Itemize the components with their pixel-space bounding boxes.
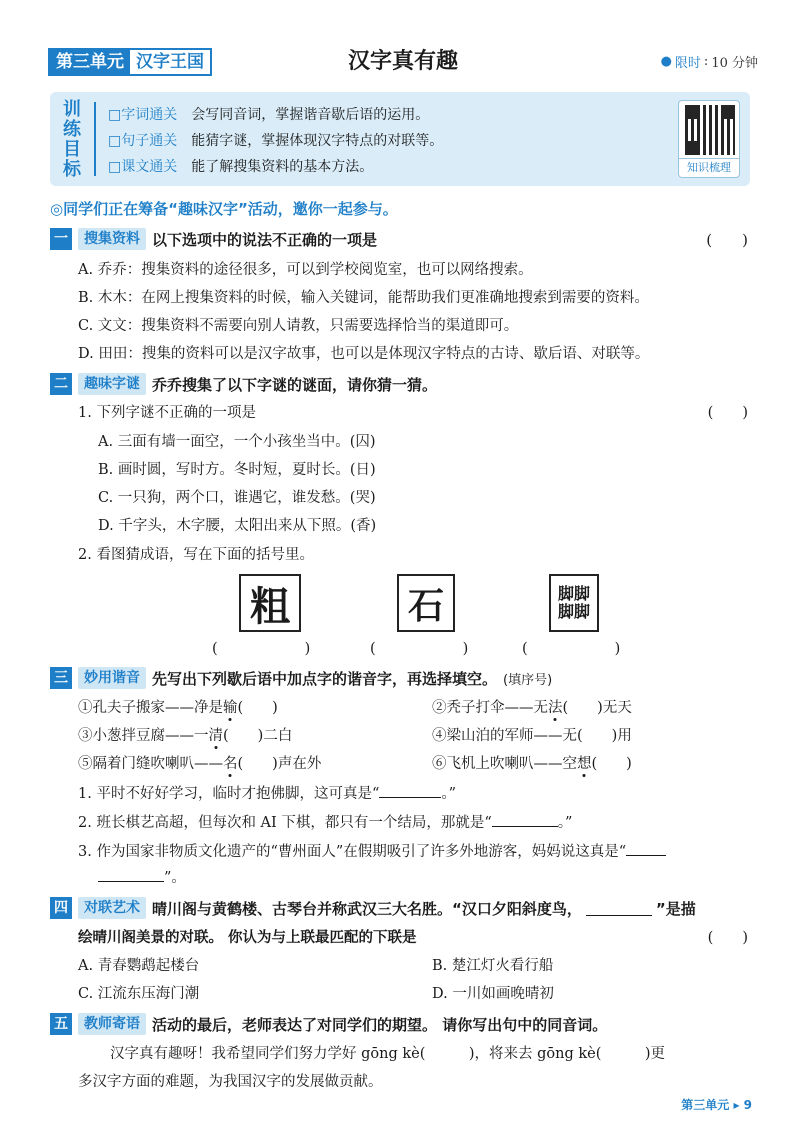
time-limit-value: 10 分钟 — [711, 56, 758, 71]
section-tag: 妙用谐音 — [78, 667, 146, 689]
proverb-blank[interactable]: ( )声在外 — [237, 756, 322, 772]
question-1: 1. 下列字谜不正确的一项是 — [78, 405, 256, 421]
section-number: 三 — [50, 667, 72, 689]
option-c: C. 文文：搜集资料不需要向别人请教，只需要选择恰当的渠道即可。 — [78, 318, 519, 334]
option-d: D. 千字头，木字腰，太阳出来从下照。(香) — [98, 518, 377, 534]
dotted-char: 输 — [223, 700, 238, 716]
proverb-text: ④梁山泊的军师——无 — [432, 728, 577, 744]
goal-checkbox-label[interactable]: □句子通关 — [108, 133, 178, 149]
page-footer: 第三单元 ▸ 9 — [681, 1098, 752, 1112]
fill-text: 。” — [557, 815, 573, 831]
section-number: 五 — [50, 1013, 72, 1035]
section-question-end: ”是描 — [655, 899, 696, 918]
unit-number: 第三单元 — [50, 50, 130, 74]
option-a: A. 乔乔：搜集资料的途径很多，可以到学校阅览室，也可以网络搜索。 — [78, 262, 533, 278]
dotted-char: 名 — [223, 756, 238, 772]
question-2: 2. 看图猜成语，写在下面的括号里。 — [78, 547, 314, 563]
option-d: D. 田田：搜集的资料可以是汉字故事，也可以是体现汉字特点的古诗、歇后语、对联等。 — [78, 346, 650, 362]
section-4-header — [50, 897, 750, 919]
section-question: 晴川阁与黄鹤楼、古琴台并称武汉三大名胜。“汉口夕阳斜度鸟， — [152, 899, 582, 918]
section-1-header — [50, 228, 750, 250]
goal-checkbox-label[interactable]: □课文通关 — [108, 159, 178, 175]
section-question: 活动的最后，老师表达了对同学们的期望。 请你写出句中的同音词。 — [152, 1015, 608, 1034]
option-c: C. 一只狗，两个口，谁遇它，谁发愁。(哭) — [98, 490, 376, 506]
fill-text: ”。 — [164, 870, 186, 886]
fill-blank[interactable] — [492, 811, 558, 827]
answer-paren-1[interactable]: ( ) — [212, 641, 311, 657]
proverb-text: ①孔夫子搬家——净是 — [78, 700, 223, 716]
proverb-blank[interactable]: ( ) — [237, 700, 278, 716]
time-limit-separator: : — [703, 54, 709, 69]
dotted-char: 想 — [577, 756, 592, 772]
section-tag: 趣味字谜 — [78, 373, 146, 395]
idiom-picture-2 — [397, 574, 455, 632]
fill-blank[interactable] — [379, 782, 441, 798]
option-d: D. 一川如画晚晴初 — [432, 986, 554, 1002]
goal-row — [108, 154, 443, 180]
option-b: B. 画时圆，写时方。冬时短，夏时长。(日) — [98, 462, 376, 478]
proverb-item-4 — [432, 725, 632, 747]
fill-text: 2. 班长棋艺高超，但每次和 AI 下棋，都只有一个结局，那就是“ — [78, 815, 492, 831]
fill-blank[interactable] — [626, 840, 666, 856]
section-question: 先写出下列歇后语中加点字的谐音字，再选择填空。 — [152, 669, 498, 688]
couplet-blank[interactable] — [586, 900, 652, 916]
goal-text: 能了解搜集资料的基本方法。 — [191, 159, 374, 175]
section-tag: 搜集资料 — [78, 228, 146, 250]
option-b: B. 楚江灯火看行船 — [432, 958, 554, 974]
fill-blank[interactable] — [98, 866, 164, 882]
idiom-picture-1-char: 粗 — [250, 583, 290, 630]
teacher-message-line-2: 多汉字方面的难题，为我国汉字的发展做贡献。 — [78, 1074, 383, 1090]
fill-question-2 — [78, 811, 572, 834]
section-tag: 教师寄语 — [78, 1013, 146, 1035]
section-2-header — [50, 373, 750, 395]
proverb-item-6 — [432, 753, 632, 775]
proverb-text: ⑤隔着门缝吹喇叭—— — [78, 756, 223, 772]
answer-paren[interactable]: ( ) — [707, 405, 748, 421]
section-4-line-2: 绘晴川阁美景的对联。 你认为与上联最匹配的下联是 — [78, 930, 417, 946]
section-number: 四 — [50, 897, 72, 919]
qr-label: 知识梳理 — [679, 158, 739, 175]
goals-side-title: 训练目标 — [63, 99, 81, 180]
option-c: C. 江流东压海门潮 — [78, 986, 200, 1002]
dotted-char: 法 — [548, 700, 563, 716]
goal-text: 能猜字谜，掌握体现汉字特点的对联等。 — [191, 133, 444, 149]
option-a: A. 三面有墙一面空，一个小孩坐当中。(囚) — [98, 434, 376, 450]
option-a: A. 青春鹦鹉起楼台 — [78, 958, 200, 974]
section-question: 以下选项中的说法不正确的一项是 — [152, 230, 378, 249]
proverb-blank[interactable]: ( )无天 — [562, 700, 632, 716]
section-3-header — [50, 667, 750, 689]
section-5-header — [50, 1013, 750, 1035]
option-b: B. 木木：在网上搜集资料的时候，输入关键词，能帮助我们更准确地搜索到需要的资料。 — [78, 290, 649, 306]
droplet-icon: ● — [660, 54, 672, 69]
section-number: 二 — [50, 373, 72, 395]
section-number: 一 — [50, 228, 72, 250]
fill-text: 1. 平时不好好学习，临时才抱佛脚，这可真是“ — [78, 786, 380, 802]
activity-intro: ◎同学们正在筹备“趣味汉字”活动，邀你一起参与。 — [50, 200, 398, 218]
proverb-text: ⑥飞机上吹喇叭——空 — [432, 756, 577, 772]
fill-text: 3. 作为国家非物质文化遗产的“曹州面人”在假期吸引了许多外地游客，妈妈说这真是“ — [78, 844, 627, 860]
answer-paren[interactable]: ( ) — [707, 930, 748, 946]
goal-row — [108, 102, 443, 128]
page-title: 汉字真有趣 — [347, 49, 458, 74]
idiom-picture-3 — [549, 574, 599, 632]
proverb-item-1 — [78, 697, 278, 719]
goal-row — [108, 128, 443, 154]
proverb-item-5 — [78, 753, 321, 775]
fill-question-3 — [78, 840, 666, 863]
qr-code-icon — [685, 105, 735, 155]
idiom-picture-3-chars: 脚脚脚脚 — [557, 584, 590, 621]
page-header — [48, 46, 758, 78]
answer-paren-3[interactable]: ( ) — [522, 641, 621, 657]
fill-text: 。” — [441, 786, 457, 802]
teacher-message-line-1: 汉字真有趣呀！我希望同学们努力学好 gōng kè( )，将来去 gōng kè( )更 — [110, 1046, 666, 1062]
proverb-text: ②秃子打伞——无 — [432, 700, 548, 716]
goal-text: 会写同音词，掌握谐音歇后语的运用。 — [191, 107, 430, 123]
proverb-text: ③小葱拌豆腐——一 — [78, 728, 209, 744]
unit-name: 汉字王国 — [130, 50, 210, 74]
idiom-picture-2-char: 石 — [407, 585, 444, 627]
fill-question-3-cont — [98, 866, 186, 889]
time-limit — [661, 52, 758, 71]
section-tag: 对联艺术 — [78, 897, 146, 919]
section-question: 乔乔搜集了以下字谜的谜面，请你猜一猜。 — [152, 375, 438, 394]
training-goals — [50, 92, 750, 186]
answer-paren[interactable]: ( ) — [706, 230, 748, 249]
time-limit-label: 限时 — [674, 56, 701, 71]
goals-divider — [94, 102, 96, 176]
proverb-item-3 — [78, 725, 292, 747]
section-hint: (填序号) — [503, 672, 553, 688]
proverb-item-2 — [432, 697, 632, 719]
qr-code[interactable] — [678, 100, 740, 178]
proverb-blank[interactable]: ( ) — [591, 756, 632, 772]
fill-question-1 — [78, 782, 456, 805]
dotted-char: 清 — [208, 728, 223, 744]
goal-checkbox-label[interactable]: □字词通关 — [108, 107, 178, 123]
proverb-blank[interactable]: ( )二白 — [223, 728, 293, 744]
proverb-blank[interactable]: ( )用 — [577, 728, 632, 744]
idiom-picture-1 — [239, 574, 301, 632]
answer-paren-2[interactable]: ( ) — [370, 641, 469, 657]
